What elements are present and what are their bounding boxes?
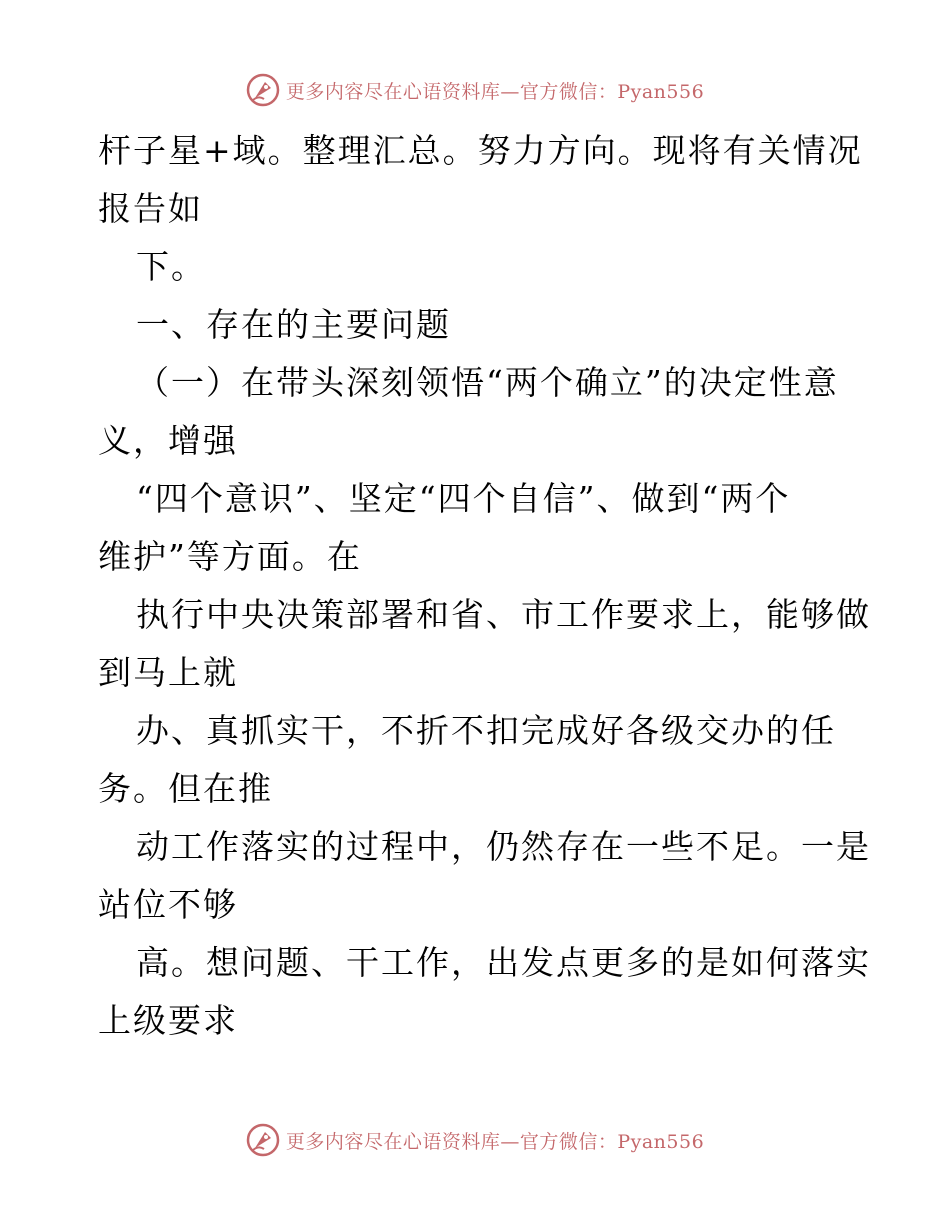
pen-nib-logo-icon xyxy=(246,1123,280,1157)
body-line: 执行中央决策部署和省、市工作要求上，能够做 xyxy=(136,595,871,634)
body-line: “四个意识”、坚定“四个自信”、做到“两个 xyxy=(136,479,791,518)
body-line: 到马上就 xyxy=(98,653,238,692)
body-line: 高。想问题、干工作，出发点更多的是如何落实 xyxy=(136,943,871,982)
pen-nib-logo-icon xyxy=(246,73,280,107)
body-line: 动工作落实的过程中，仍然存在一些不足。一是 xyxy=(136,827,871,866)
body-line: 维护”等方面。在 xyxy=(98,537,362,576)
section-heading: 一、存在的主要问题 xyxy=(136,305,451,344)
body-line: 报告如 xyxy=(98,189,203,228)
footer-watermark-text: 更多内容尽在心语资料库—官方微信：Pyan556 xyxy=(285,1130,705,1153)
header-watermark-text: 更多内容尽在心语资料库—官方微信：Pyan556 xyxy=(285,80,705,103)
body-line: 站位不够 xyxy=(98,885,238,924)
body-line: 办、真抓实干，不折不扣完成好各级交办的任 xyxy=(136,711,836,750)
header-watermark-banner xyxy=(0,70,950,110)
footer-watermark-banner xyxy=(0,1120,950,1160)
body-line: 上级要求 xyxy=(98,1001,238,1040)
body-line: 务。但在推 xyxy=(98,769,273,808)
body-line: 杆子星+域。整理汇总。努力方向。现将有关情况 xyxy=(98,131,863,170)
body-line: 义，增强 xyxy=(98,421,238,460)
body-line: 下。 xyxy=(136,247,206,286)
document-body xyxy=(98,122,871,1050)
subsection-heading: （一）在带头深刻领悟“两个确立”的决定性意 xyxy=(136,363,839,402)
